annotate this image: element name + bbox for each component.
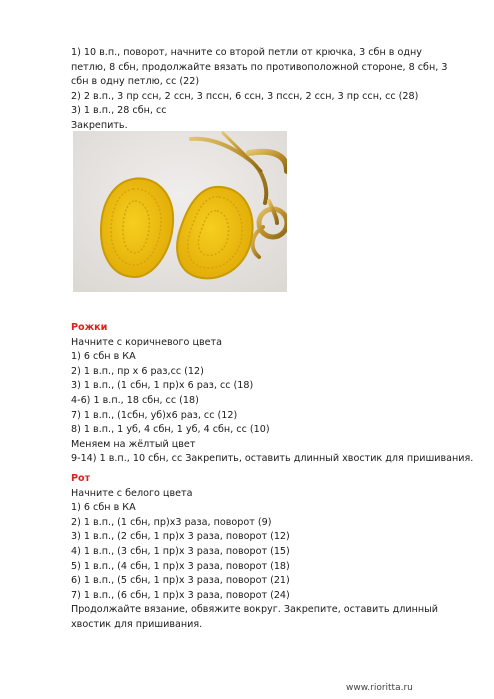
- horns-line-1: Начните с коричневого цвета: [71, 336, 223, 348]
- ears-row-3: 3) 1 в.п., 28 сбн, сс: [71, 105, 167, 117]
- section-ears: [71, 46, 451, 134]
- horns-line-9: 9-14) 1 в.п., 10 сбн, сс Закрепить, оставить длинный хвостик для пришивания.: [71, 453, 474, 465]
- footer-site: www.rioritta.ru: [346, 683, 413, 693]
- mouth-line-9: Продолжайте вязание, обвяжите вокруг. Закрепите, оставить длинный хвостик для пришивания.: [71, 604, 438, 630]
- horns-line-7: 8) 1 в.п., 1 уб, 4 сбн, 1 уб, 4 сбн, сс (10): [71, 424, 270, 436]
- mouth-line-5: 4) 1 в.п., (3 сбн, 1 пр)х 3 раза, поворот (15): [71, 545, 290, 557]
- mouth-line-1: Начните с белого цвета: [71, 487, 193, 499]
- ears-row-1: 1) 10 в.п., поворот, начните со второй петли от крючка, 3 сбн в одну петлю, 8 сбн, продолжайте вязать по противоположной стороне, 8 сбн, 3 сбн в одну петлю, сс (22): [71, 47, 448, 88]
- horns-title: Рожки: [71, 322, 108, 333]
- horns-line-3: 2) 1 в.п., пр х 6 раз,сс (12): [71, 365, 204, 377]
- ears-fasten: Закрепить.: [71, 119, 128, 131]
- mouth-title: Рот: [71, 473, 91, 484]
- mouth-line-4: 3) 1 в.п., (2 сбн, 1 пр)х 3 раза, поворот (12): [71, 531, 290, 543]
- horns-line-4: 3) 1 в.п., (1 сбн, 1 пр)х 6 раз, сс (18): [71, 380, 254, 392]
- section-horns: [71, 321, 474, 467]
- mouth-line-2: 1) 6 сбн в КА: [71, 502, 136, 514]
- mouth-line-8: 7) 1 в.п., (6 сбн, 1 пр)х 3 раза, поворот (24): [71, 589, 290, 601]
- ears-row-2: 2) 2 в.п., 3 пр ссн, 2 ссн, 3 пссн, 6 ссн, 3 пссн, 2 ссн, 3 пр ссн, сс (28): [71, 90, 419, 102]
- crochet-ears-illustration: [73, 131, 287, 292]
- section-mouth: [71, 472, 451, 633]
- footer-watermark[interactable]: [346, 683, 413, 693]
- mouth-line-7: 6) 1 в.п., (5 сбн, 1 пр)х 3 раза, поворот (21): [71, 575, 290, 587]
- horns-line-6: 7) 1 в.п., (1сбн, уб)х6 раз, сс (12): [71, 409, 238, 421]
- mouth-line-3: 2) 1 в.п., (1 сбн, пр)х3 раза, поворот (9): [71, 516, 272, 528]
- horns-line-2: 1) 6 сбн в КА: [71, 351, 136, 363]
- crochet-ears-photo: [73, 131, 287, 292]
- horns-line-5: 4-6) 1 в.п., 18 сбн, сс (18): [71, 394, 199, 406]
- horns-line-8: Меняем на жёлтый цвет: [71, 438, 196, 450]
- mouth-line-6: 5) 1 в.п., (4 сбн, 1 пр)х 3 раза, поворот (18): [71, 560, 290, 572]
